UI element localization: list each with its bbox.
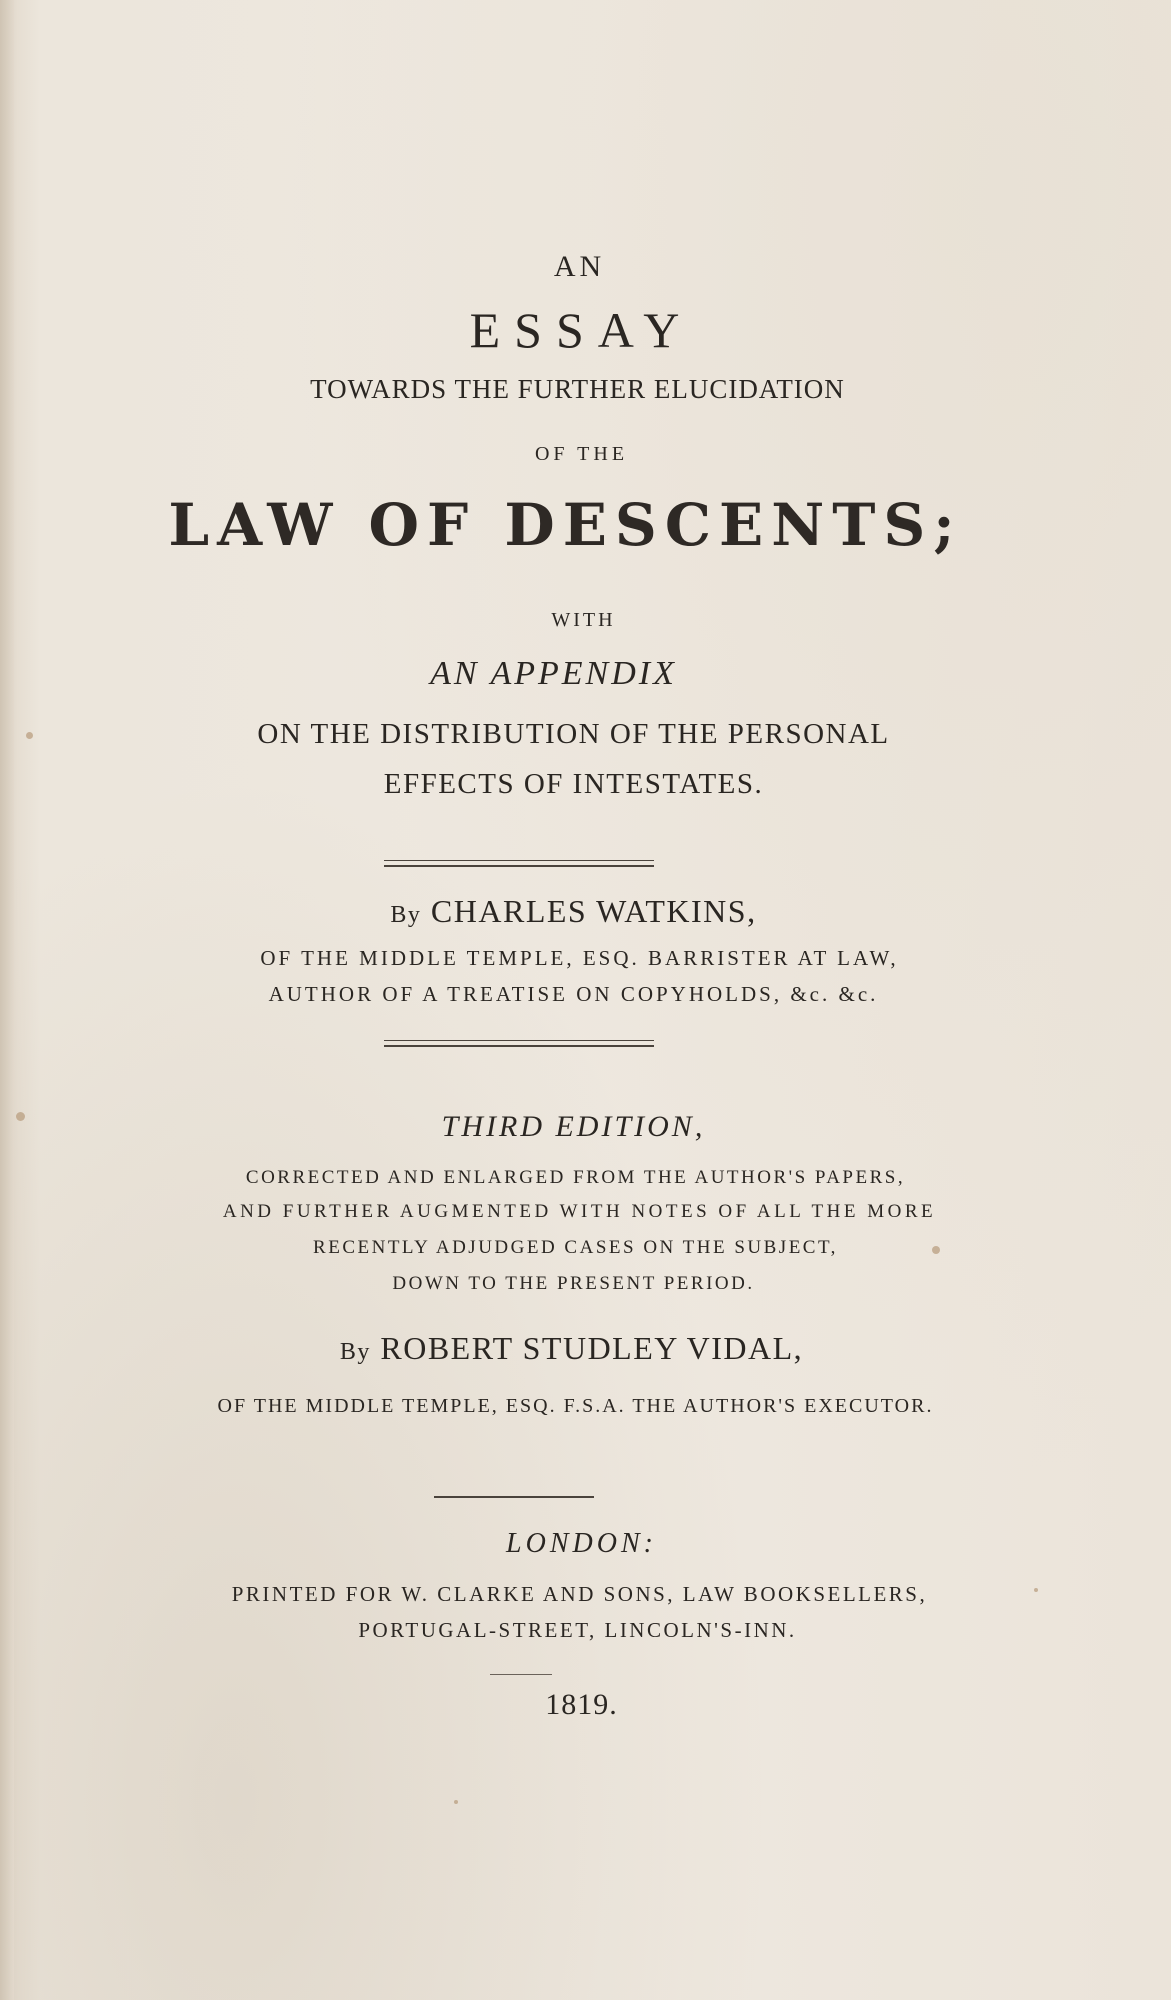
main-title: LAW OF DESCENTS; — [168, 491, 963, 559]
edition-title: THIRD EDITION, — [441, 1110, 706, 1143]
author-line-2: AUTHOR OF A TREATISE ON COPYHOLDS, &c. &c. — [268, 982, 879, 1006]
editor-by: By — [339, 1339, 371, 1365]
foxing-spot — [16, 1112, 25, 1121]
imprint-city: LONDON: — [506, 1528, 657, 1559]
foxing-spot — [26, 732, 33, 739]
edition-line-1: CORRECTED AND ENLARGED FROM THE AUTHOR'S PAPERS, — [245, 1167, 906, 1188]
appendix-heading: AN APPENDIX — [430, 655, 677, 692]
edition-line-4: DOWN TO THE PRESENT PERIOD. — [392, 1273, 755, 1294]
title-of-the: OF THE — [534, 443, 629, 465]
author-name: CHARLES WATKINS, — [430, 893, 757, 929]
edition-line-3: RECENTLY ADJUDGED CASES ON THE SUBJECT, — [313, 1237, 838, 1258]
title-essay: ESSAY — [469, 302, 694, 358]
appendix-line-1: ON THE DISTRIBUTION OF THE PERSONAL — [257, 718, 890, 750]
double-rule-1 — [384, 860, 654, 867]
editor-byline — [0, 1332, 1157, 1364]
foxing-spot — [454, 1800, 458, 1804]
edition-line-2: AND FURTHER AUGMENTED WITH NOTES OF ALL THE MORE — [222, 1201, 937, 1222]
double-rule-2 — [384, 1040, 654, 1047]
imprint-year: 1819. — [545, 1688, 618, 1721]
author-byline — [0, 895, 1159, 927]
appendix-line-2: EFFECTS OF INTESTATES. — [383, 768, 764, 800]
title-subtitle: TOWARDS THE FURTHER ELUCIDATION — [310, 374, 845, 404]
imprint-line-1: PRINTED FOR W. CLARKE AND SONS, LAW BOOKSELLERS, — [231, 1582, 928, 1606]
author-line-1: OF THE MIDDLE TEMPLE, ESQ. BARRISTER AT LAW, — [260, 946, 899, 970]
editor-name: ROBERT STUDLEY VIDAL, — [380, 1330, 804, 1366]
short-rule — [490, 1674, 552, 1675]
title-an: AN — [553, 250, 606, 283]
editor-line-1: OF THE MIDDLE TEMPLE, ESQ. F.S.A. THE AUTHOR'S EXECUTOR. — [217, 1395, 934, 1417]
imprint-line-2: PORTUGAL-STREET, LINCOLN'S-INN. — [358, 1618, 797, 1642]
foxing-spot — [1034, 1588, 1038, 1592]
ornament-rule — [434, 1496, 594, 1498]
author-by: By — [390, 902, 422, 928]
foxing-spot — [932, 1246, 940, 1254]
title-with: WITH — [551, 609, 616, 631]
